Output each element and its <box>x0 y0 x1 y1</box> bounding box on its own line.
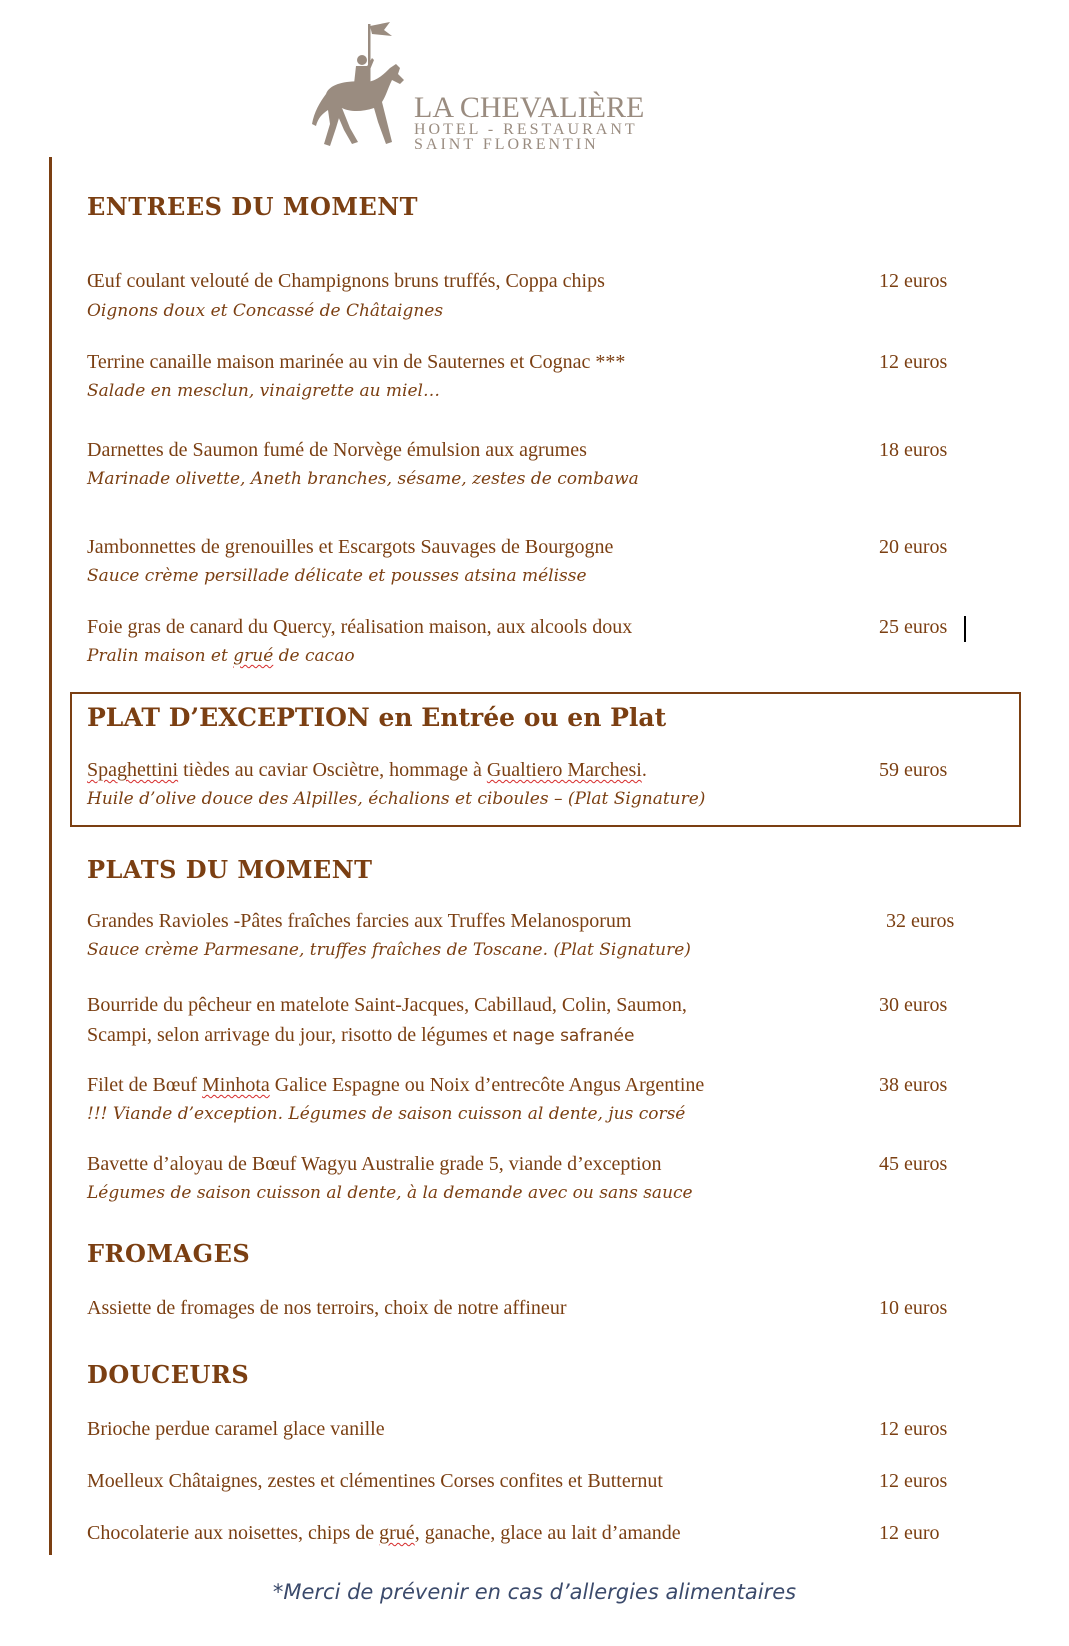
exception-desc: Huile d’olive douce des Alpilles, échalions et ciboules – (Plat Signature) <box>87 789 706 809</box>
plat-3-name-b: Minhota <box>202 1074 270 1096</box>
plat-4-desc: Légumes de saison cuisson al dente, à la demande avec ou sans sauce <box>87 1183 693 1203</box>
exception-name-b: tièdes au caviar Osciètre, hommage à <box>178 759 487 781</box>
entree-5-name: Foie gras de canard du Quercy, réalisation maison, aux alcools doux <box>87 616 633 638</box>
plat-1-desc: Sauce crème Parmesane, truffes fraîches de Toscane. (Plat Signature) <box>87 940 691 960</box>
plat-4-price: 45 euros <box>879 1153 948 1175</box>
knight-on-horse-icon <box>312 18 422 158</box>
plat-1-price: 32 euros <box>886 910 955 932</box>
entree-5-price: 25 euros <box>879 616 948 638</box>
plat-2-name: Bourride du pêcheur en matelote Saint-Jacques, Cabillaud, Colin, Saumon, <box>87 994 687 1016</box>
exception-price: 59 euros <box>879 759 948 781</box>
entree-4-desc: Sauce crème persillade délicate et pousses atsina mélisse <box>87 566 587 586</box>
douceur-2-price: 12 euros <box>879 1470 948 1492</box>
logo-line-2: SAINT FLORENTIN <box>414 136 599 153</box>
douceur-3-name <box>87 1522 681 1545</box>
fromage-1-name: Assiette de fromages de nos terroirs, choix de notre affineur <box>87 1297 567 1319</box>
entree-4-name: Jambonnettes de grenouilles et Escargots Sauvages de Bourgogne <box>87 536 614 558</box>
text-cursor <box>964 616 966 642</box>
section-title-entrees: ENTREES DU MOMENT <box>87 192 419 221</box>
left-vertical-rule <box>49 157 52 1555</box>
section-title-exception: PLAT D’EXCEPTION en Entrée ou en Plat <box>87 703 667 732</box>
restaurant-logo <box>312 18 645 158</box>
douceur-3-price: 12 euro <box>879 1522 940 1544</box>
plat-2-price: 30 euros <box>879 994 948 1016</box>
douceur-1-price: 12 euros <box>879 1418 948 1440</box>
entree-2-price: 12 euros <box>879 351 948 373</box>
logo-line-1: HOTEL - RESTAURANT <box>414 121 638 138</box>
plat-4-name: Bavette d’aloyau de Bœuf Wagyu Australie grade 5, viande d’exception <box>87 1153 662 1175</box>
entree-1-desc: Oignons doux et Concassé de Châtaignes <box>87 301 444 321</box>
entree-3-price: 18 euros <box>879 439 948 461</box>
section-title-douceurs: DOUCEURS <box>87 1360 250 1389</box>
entree-5-desc-a: Pralin maison et <box>87 646 234 666</box>
douceur-3-name-c: , ganache, glace au lait d’amande <box>414 1522 681 1544</box>
exception-name <box>87 759 647 782</box>
plat-3-desc: !!! Viande d’exception. Légumes de saison cuisson al dente, jus corsé <box>87 1104 686 1124</box>
plat-2-name2-a: Scampi, selon arrivage du jour, risotto de légumes et <box>87 1024 513 1046</box>
fromage-1-price: 10 euros <box>879 1297 948 1319</box>
entree-5-desc-b: grué <box>233 646 274 666</box>
entree-3-name: Darnettes de Saumon fumé de Norvège émulsion aux agrumes <box>87 439 587 461</box>
plat-2-name2-b: nage safranée <box>512 1026 635 1046</box>
entree-3-desc: Marinade olivette, Aneth branches, sésame, zestes de combawa <box>87 469 639 489</box>
entree-2-desc: Salade en mesclun, vinaigrette au miel… <box>87 381 440 401</box>
logo-text <box>414 91 645 153</box>
section-title-fromages: FROMAGES <box>87 1239 251 1268</box>
douceur-3-name-b: grué <box>379 1522 415 1544</box>
plat-1-name: Grandes Ravioles -Pâtes fraîches farcies aux Truffes Melanosporum <box>87 910 632 932</box>
plat-2-name-line2 <box>87 1024 634 1047</box>
logo-name: LA CHEVALIÈRE <box>414 91 645 124</box>
entree-1-name: Œuf coulant velouté de Champignons bruns truffés, Coppa chips <box>87 270 605 292</box>
plat-3-name-c: Galice Espagne ou Noix d’entrecôte Angus Argentine <box>269 1074 705 1096</box>
allergy-note: *Merci de prévenir en cas d’allergies alimentaires <box>272 1580 797 1604</box>
entree-5-desc <box>87 646 355 666</box>
exception-name-a: Spaghettini <box>87 759 179 781</box>
plat-3-name-a: Filet de Bœuf <box>87 1074 202 1096</box>
plat-3-name <box>87 1074 704 1097</box>
entree-1-price: 12 euros <box>879 270 948 292</box>
douceur-3-name-a: Chocolaterie aux noisettes, chips de <box>87 1522 380 1544</box>
entree-5-desc-c: de cacao <box>273 646 355 666</box>
entree-2-name: Terrine canaille maison marinée au vin de Sauternes et Cognac *** <box>87 351 626 373</box>
section-title-plats: PLATS DU MOMENT <box>87 855 373 884</box>
exception-name-c: Gualtiero Marchesi <box>486 759 642 781</box>
plat-3-price: 38 euros <box>879 1074 948 1096</box>
exception-name-d: . <box>641 759 647 781</box>
entree-4-price: 20 euros <box>879 536 948 558</box>
douceur-2-name: Moelleux Châtaignes, zestes et clémentines Corses confites et Butternut <box>87 1470 663 1492</box>
douceur-1-name: Brioche perdue caramel glace vanille <box>87 1418 385 1440</box>
